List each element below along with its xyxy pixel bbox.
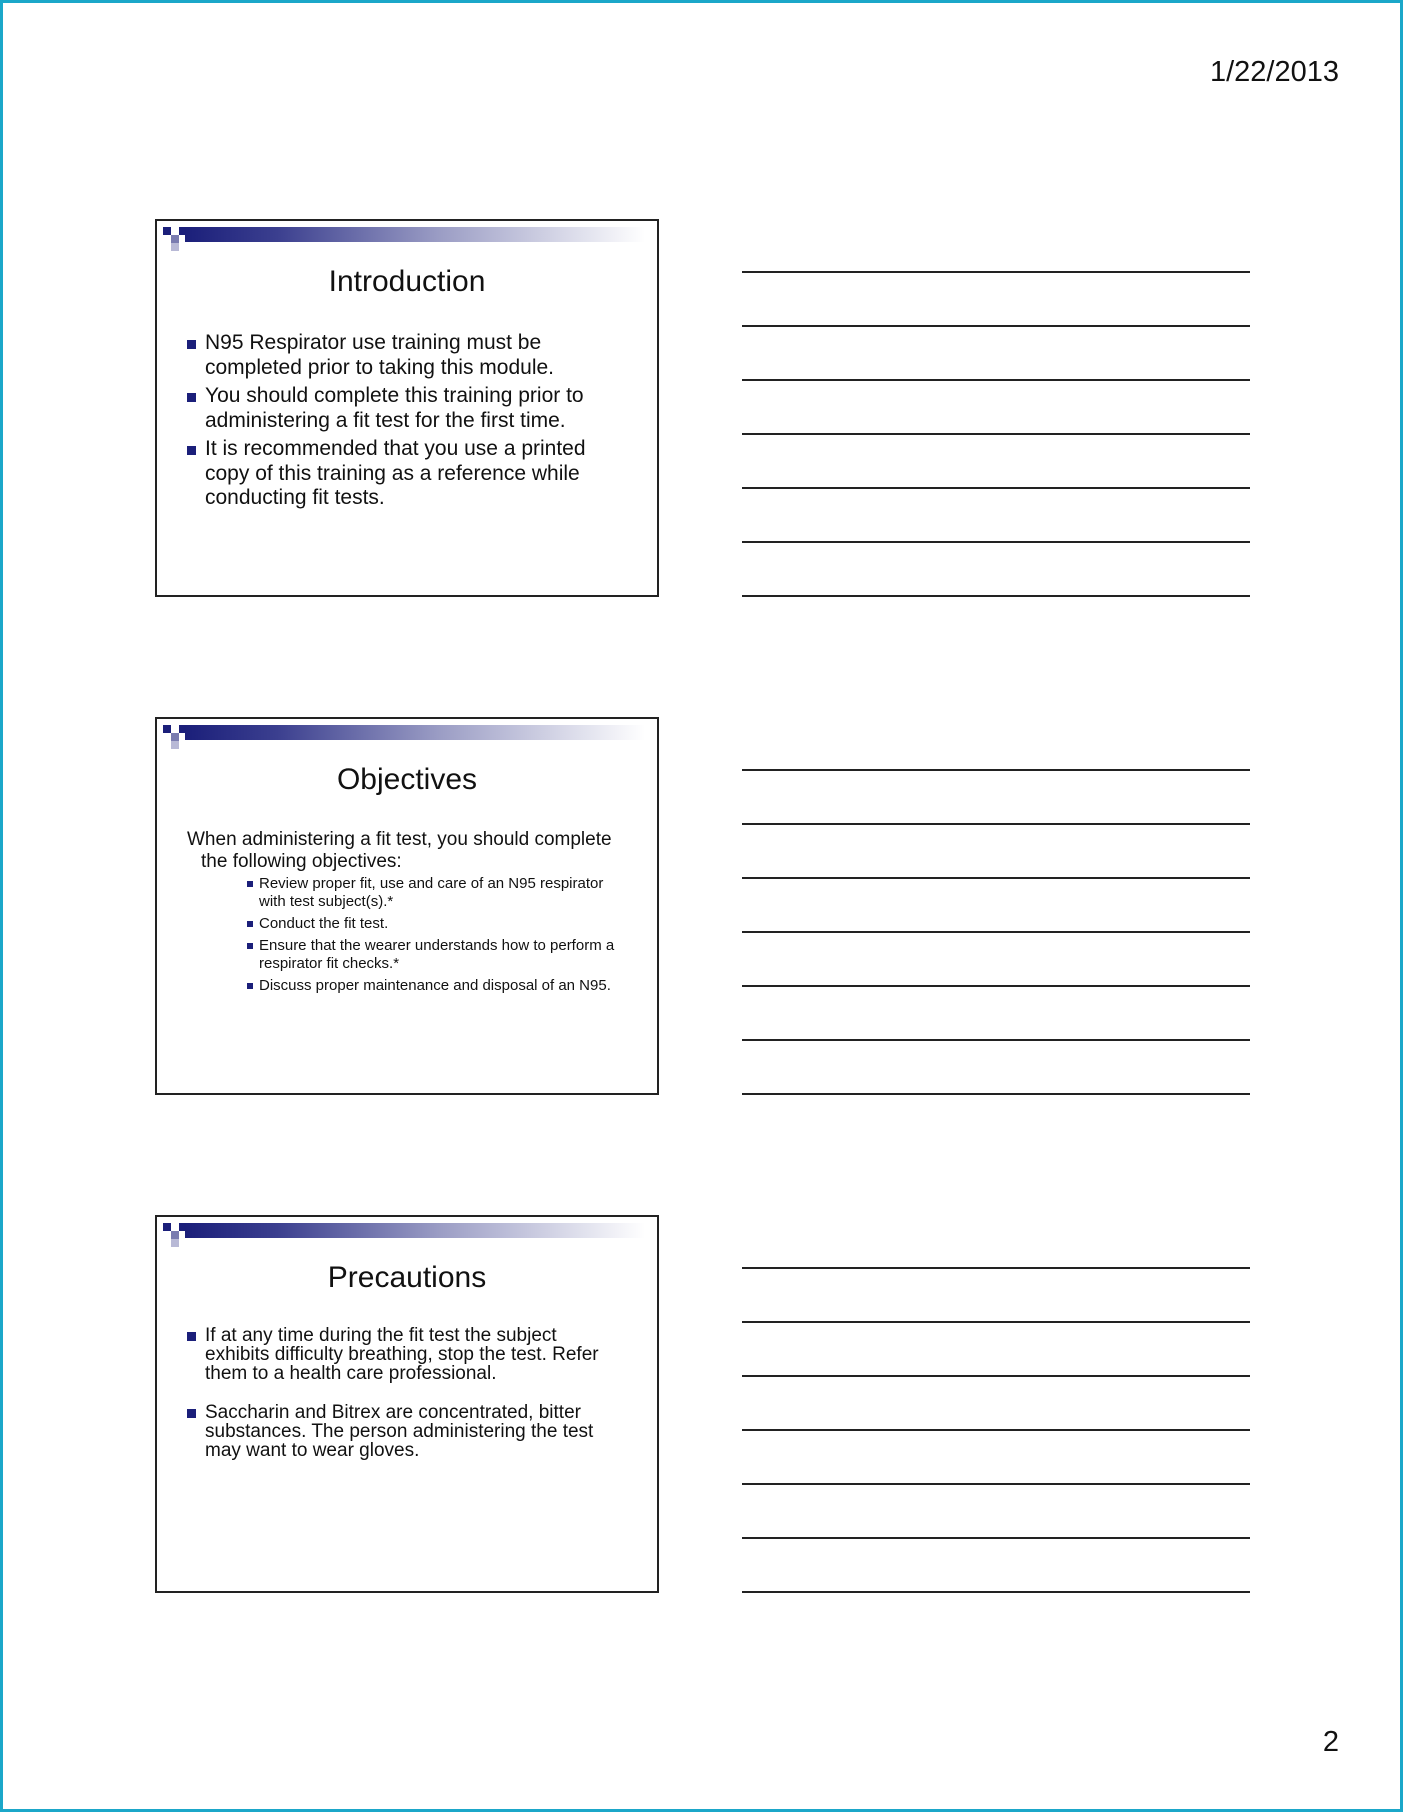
note-line xyxy=(742,1267,1250,1269)
slide-corner-decoration xyxy=(171,1231,179,1239)
header-date: 1/22/2013 xyxy=(1209,56,1339,88)
slide-objectives xyxy=(155,717,659,1095)
sub-bullet-item: Review proper fit, use and care of an N95 respirator with test subject(s).* xyxy=(247,875,623,911)
slide-corner-decoration xyxy=(171,733,179,741)
page-number: 2 xyxy=(1322,1726,1339,1758)
note-line xyxy=(742,1321,1250,1323)
slide-corner-decoration xyxy=(171,1239,179,1247)
slide-corner-decoration xyxy=(171,741,179,749)
note-line xyxy=(742,1093,1250,1095)
slide-corner-decoration xyxy=(163,725,171,733)
note-line xyxy=(742,931,1250,933)
slide-intro-text: When administering a fit test, you should complete the following objectives: xyxy=(187,829,612,872)
bullet-item: You should complete this training prior to administering a fit test for the first time. xyxy=(187,384,623,433)
slide-corner-decoration xyxy=(171,243,179,251)
note-line xyxy=(742,325,1250,327)
bullet-item: N95 Respirator use training must be completed prior to taking this module. xyxy=(187,331,623,380)
sub-bullet-item: Discuss proper maintenance and disposal of an N95. xyxy=(247,977,623,995)
note-line xyxy=(742,823,1250,825)
note-line xyxy=(742,1375,1250,1377)
slide-corner-decoration xyxy=(163,1223,171,1231)
slide-title: Objectives xyxy=(336,763,478,796)
note-line xyxy=(742,1429,1250,1431)
note-line xyxy=(742,1591,1250,1593)
bullet-item: If at any time during the fit test the subject exhibits difficulty breathing, stop the test. Refer them to a health care professional. xyxy=(187,1326,623,1383)
note-line xyxy=(742,985,1250,987)
slide-title: Introduction xyxy=(328,265,486,298)
slide-body xyxy=(187,331,623,515)
bullet-item: Saccharin and Bitrex are concentrated, bitter substances. The person administering the test may want to wear gloves. xyxy=(187,1403,623,1460)
note-line xyxy=(742,877,1250,879)
note-line xyxy=(742,595,1250,597)
note-line xyxy=(742,769,1250,771)
slide-corner-decoration xyxy=(171,235,179,243)
slide-title-bar xyxy=(185,1223,645,1238)
note-line xyxy=(742,541,1250,543)
note-line xyxy=(742,433,1250,435)
slide-title: Precautions xyxy=(327,1261,487,1294)
bullet-item: It is recommended that you use a printed copy of this training as a reference while conducting fit tests. xyxy=(187,437,623,511)
slide-precautions xyxy=(155,1215,659,1593)
note-line xyxy=(742,487,1250,489)
slide-body xyxy=(187,1326,623,1480)
note-line xyxy=(742,1483,1250,1485)
sub-bullet-item: Ensure that the wearer understands how to perform a respirator fit checks.* xyxy=(247,937,623,973)
sub-bullet-item: Conduct the fit test. xyxy=(247,915,623,933)
note-line xyxy=(742,1537,1250,1539)
slide-corner-decoration xyxy=(163,227,171,235)
slide-title-bar xyxy=(185,725,645,740)
note-line xyxy=(742,271,1250,273)
slide-introduction xyxy=(155,219,659,597)
note-line xyxy=(742,1039,1250,1041)
note-line xyxy=(742,379,1250,381)
slide-body xyxy=(187,829,623,999)
slide-title-bar xyxy=(185,227,645,242)
